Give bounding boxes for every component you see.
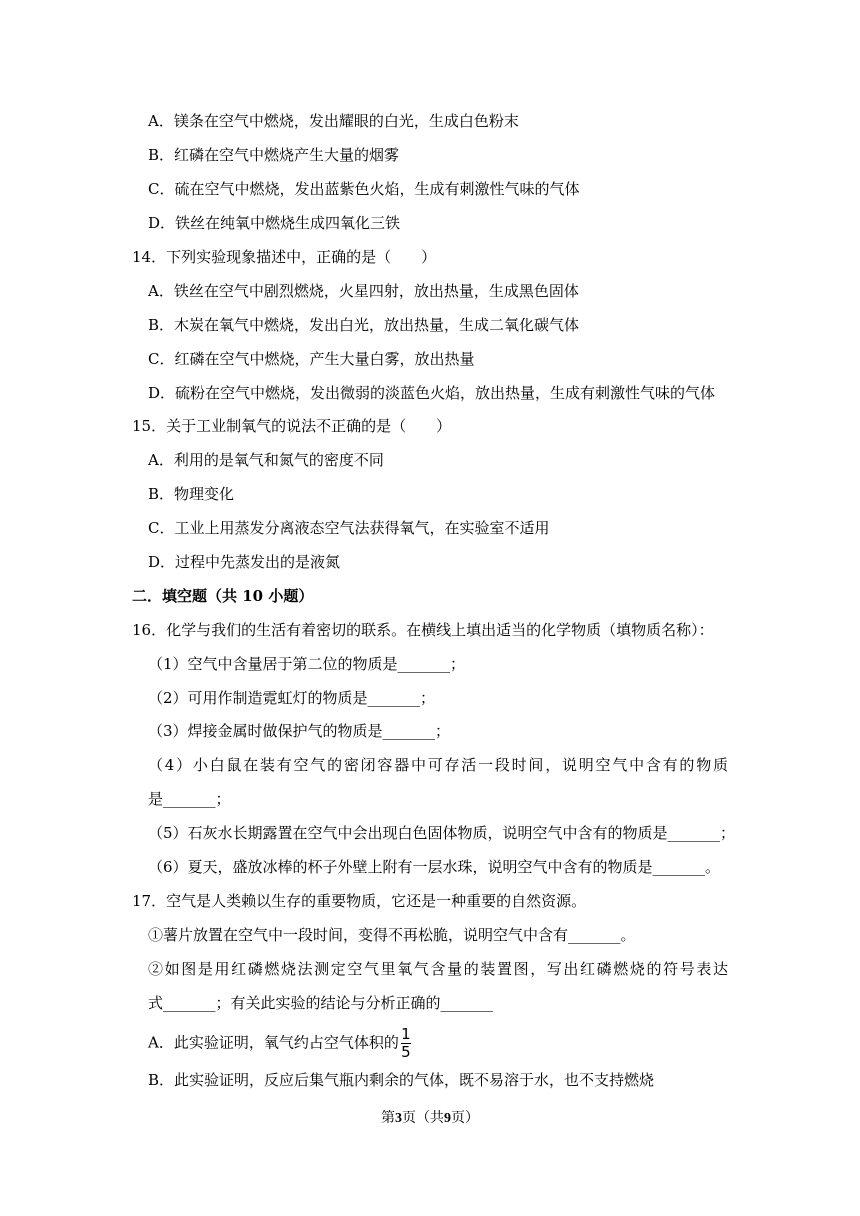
blank-16-4: （4）小白鼠在装有空气的密闭容器中可存活一段时间，说明空气中含有的物质 bbox=[148, 756, 728, 774]
question-15: 15．关于工业制氧气的说法不正确的是（ ） bbox=[132, 417, 452, 435]
blank-16-5: （5）石灰水长期露置在空气中会出现白色固体物质，说明空气中含有的物质是_______； bbox=[148, 824, 736, 842]
section-heading: 二．填空题（共 10 小题） bbox=[132, 587, 314, 605]
option-14c: C．红磷在空气中燃烧，产生大量白雾，放出热量 bbox=[148, 350, 475, 368]
footer-page-number: 3 bbox=[395, 1111, 402, 1126]
question-17: 17．空气是人类赖以生存的重要物质，它还是一种重要的自然资源。 bbox=[132, 892, 587, 910]
question-14: 14．下列实验现象描述中，正确的是（ ） bbox=[132, 248, 437, 266]
option-15a: A．利用的是氧气和氮气的密度不同 bbox=[148, 451, 384, 469]
footer-suffix: 页） bbox=[451, 1110, 479, 1126]
question-17-part2: ②如图是用红磷燃烧法测定空气里氧气含量的装置图，写出红磷燃烧的符号表达 bbox=[148, 960, 728, 978]
question-17-part1: ①薯片放置在空气中一段时间，变得不再松脆，说明空气中含有_______。 bbox=[148, 926, 636, 944]
question-16: 16．化学与我们的生活有着密切的联系。在横线上填出适当的化学物质（填物质名称）： bbox=[132, 621, 714, 639]
fraction-numerator: 1 bbox=[401, 1025, 411, 1043]
footer-mid: 页（共 bbox=[402, 1110, 444, 1126]
blank-16-3: （3）焊接金属时做保护气的物质是_______； bbox=[148, 722, 451, 740]
option-13b: B．红磷在空气中燃烧产生大量的烟雾 bbox=[148, 146, 400, 164]
option-14b: B．木炭在氧气中燃烧，发出白光，放出热量，生成二氧化碳气体 bbox=[148, 316, 580, 334]
question-17-part2-cont: 式_______；有关此实验的结论与分析正确的_______ bbox=[148, 994, 494, 1012]
blank-16-6: （6）夏天，盛放冰棒的杯子外壁上附有一层水珠，说明空气中含有的物质是_______。 bbox=[148, 858, 721, 876]
page-footer bbox=[0, 1107, 860, 1127]
option-15d: D．过程中先蒸发出的是液氮 bbox=[148, 553, 341, 571]
option-17b: B．此实验证明，反应后集气瓶内剩余的气体，既不易溶于水，也不支持燃烧 bbox=[148, 1071, 655, 1089]
footer-total-pages: 9 bbox=[444, 1111, 451, 1126]
option-14d: D．硫粉在空气中燃烧，发出微弱的淡蓝色火焰，放出热量，生成有刺激性气味的气体 bbox=[148, 384, 716, 402]
option-13c: C．硫在空气中燃烧，发出蓝紫色火焰，生成有刺激性气味的气体 bbox=[148, 180, 580, 198]
blank-16-4-cont: 是_______； bbox=[148, 790, 231, 808]
blank-16-1: （1）空气中含量居于第二位的物质是_______； bbox=[148, 655, 466, 673]
option-13a: A．镁条在空气中燃烧，发出耀眼的白光，生成白色粉末 bbox=[148, 112, 519, 130]
fraction-denominator: 5 bbox=[401, 1043, 411, 1061]
blank-16-2: （2）可用作制造霓虹灯的物质是_______； bbox=[148, 689, 436, 707]
option-15b: B．物理变化 bbox=[148, 485, 235, 503]
fraction-one-fifth bbox=[401, 1027, 411, 1060]
option-17a bbox=[148, 1027, 411, 1060]
option-17a-text: A．此实验证明，氧气约占空气体积的 bbox=[148, 1033, 399, 1052]
footer-prefix: 第 bbox=[381, 1110, 395, 1126]
option-14a: A．铁丝在空气中剧烈燃烧，火星四射，放出热量，生成黑色固体 bbox=[148, 282, 579, 300]
option-15c: C．工业上用蒸发分离液态空气法获得氧气，在实验室不适用 bbox=[148, 519, 550, 537]
option-13d: D．铁丝在纯氧中燃烧生成四氧化三铁 bbox=[148, 214, 401, 232]
